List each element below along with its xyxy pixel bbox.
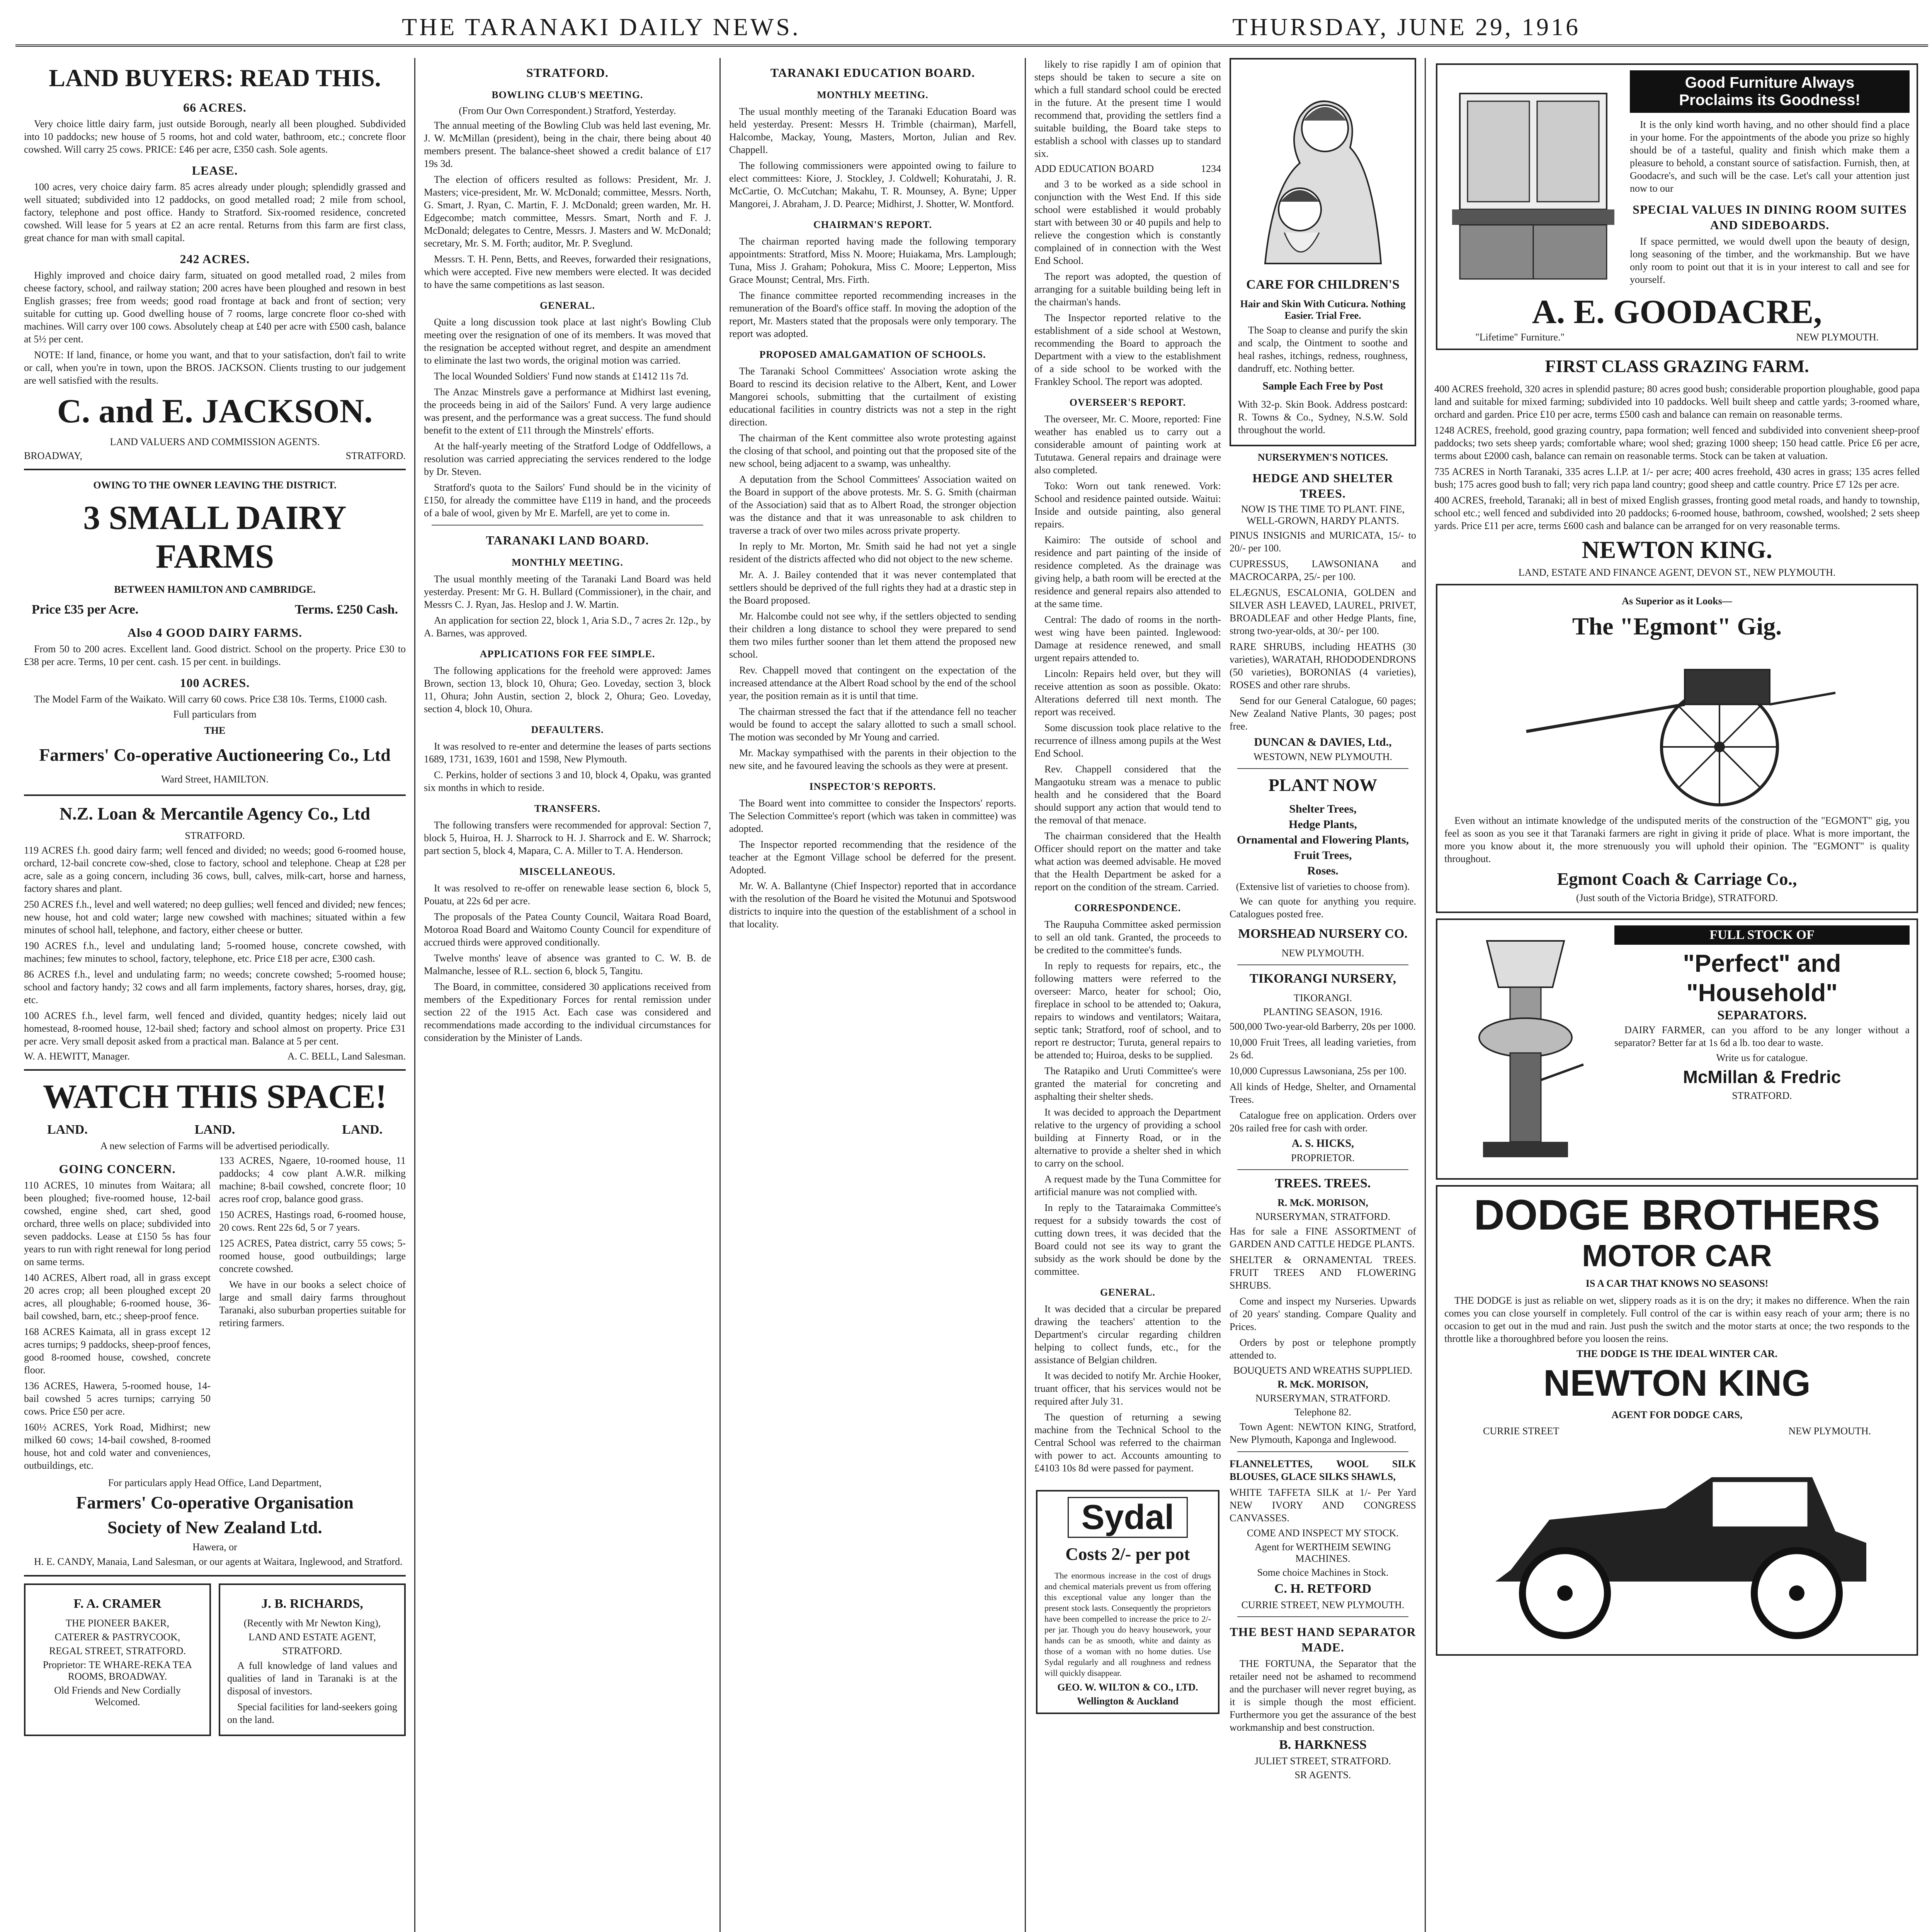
plant-item-5: Roses. xyxy=(1307,864,1338,877)
sydal-agents: GEO. W. WILTON & CO., LTD. xyxy=(1057,1682,1198,1693)
full-particulars: Full particulars from xyxy=(173,709,257,720)
ward-street: Ward Street, HAMILTON. xyxy=(161,774,269,785)
watch-160: 160½ ACRES, York Road, Midhirst; new milked 60 cows; 14-bail cowshed, 8-roomed house, hot and cold water and conveniences, outbuildings, etc. xyxy=(24,1422,211,1471)
goodacre-text: It is the only kind worth having, and no other should find a place in your home. For the appointments of the abode you prize so highly should be of a tasteful, quality and finish which make them a pleasure to behold, a constant source of satisfaction. Furnish, then, at Goodacre's, and such will be the case. Let's call your attention just now to our xyxy=(1630,119,1910,194)
lease-text: 100 acres, very choice dairy farm. 85 acres already under plough; splendidly grassed and well situated; subdivided into 12 paddocks, on good metalled road; 2 mile from school, factory, telephone and post office. Handy to Stratford. Six-roomed residence, concreted cowshed. Will lease for 5 years at £2 an acre rental. Returns from this farm are first class, great chance for man with small capital. xyxy=(24,181,406,243)
nz-loan-title: N.Z. Loan & Mercantile Agency Co., Ltd xyxy=(59,804,371,823)
goodacre-name: A. E. GOODACRE, xyxy=(1532,293,1822,331)
morison-name-2: R. McK. MORISON, xyxy=(1277,1379,1368,1390)
general-5: Stratford's quota to the Sailors' Fund should be in the vicinity of £150, for already the committee have £119 in hand, and the proceeds of a bale of wool, given by Mr E. Marfell, are yet to come in. xyxy=(424,482,711,519)
dodge-ideal: THE DODGE IS THE IDEAL WINTER CAR. xyxy=(1577,1348,1777,1359)
household-label: "Household" xyxy=(1686,979,1838,1007)
bowling-3: Messrs. T. H. Penn, Betts, and Reeves, forwarded their resignations, which were accepted. Five new members were elected. It was decided to have the same competitions as last season. xyxy=(424,253,711,290)
cuticura-sample: Sample Each Free by Post xyxy=(1262,380,1383,392)
edu-3: The chairman reported having made the following temporary appointments: Stratford, Miss N. Moore; Huiakama, Mrs. Lamplough; Tuna, Miss J. Graham; Pohokura, Miss C. Moore; Lepperton, Miss Grace Mounst; Central, Mrs. Firth. xyxy=(729,236,1016,285)
goodacre-special: SPECIAL VALUES IN DINING ROOM SUITES AND SIDEBOARDS. xyxy=(1633,202,1907,232)
morison-l9: Town Agent: NEWTON KING, Stratford, New Plymouth, Kaponga and Inglewood. xyxy=(1230,1421,1416,1445)
c4-16: It was decided to approach the Department relative to the urgency of providing a school building at Finnerty Road, or in the alternative to provide a shelter shed in which to carry on the school. xyxy=(1034,1107,1221,1169)
mcmillan-firm: McMillan & Fredric xyxy=(1683,1067,1841,1087)
jackson-loc-right: STRATFORD. xyxy=(345,450,406,461)
richards-l3: STRATFORD. xyxy=(282,1645,342,1656)
edu-13: Mr. Mackay sympathised with the parents in their objection to the new site, and he favoured leaving the schools as they were at present. xyxy=(729,747,1016,771)
cramer-l5: Old Friends and New Cordially Welcomed. xyxy=(54,1685,181,1708)
newton-king-1: NEWTON KING. xyxy=(1582,536,1772,563)
farmers-auctioneering: Farmers' Co-operative Auctioneering Co., Ltd xyxy=(39,745,391,765)
separators-write: Write us for catalogue. xyxy=(1716,1052,1808,1063)
hicks-sig: A. S. HICKS, xyxy=(1291,1138,1354,1150)
general-1: Quite a long discussion took place at last night's Bowling Club meeting over the resignation of one of its members. It was moved that the resignation be accepted without regret, and despite an amendment to eliminate the last two words, the original motion was carried. xyxy=(424,316,711,366)
bowling-1: The annual meeting of the Bowling Club was held last evening, Mr. J. W. McMillan (president), being in the chair, there being about 40 members present. The balance-sheet showed a credit balance of £17 19s 3d. xyxy=(424,120,711,169)
tikorangi-i1: 500,000 Two-year-old Barberry, 20s per 1000. xyxy=(1230,1021,1416,1032)
general-4: At the half-yearly meeting of the Stratford Lodge of Oddfellows, a resolution was carried appreciating the services rendered to the lodge by Dr. Steven. xyxy=(424,440,711,477)
nursery-send: Send for our General Catalogue, 60 pages; New Zealand Native Plants, 30 pages; post free. xyxy=(1230,695,1416,732)
loan-119: 119 ACRES f.h. good dairy farm; well fenced and divided; no weeds; good 6-roomed house, orchard, 12-bail concrete cow-shed, close to factory, school and telephone. Cheap at £28 per acre, sale as a going concern, including 36 cows, bull, calves, milk-cart, horse and harness, factory shares and plant. xyxy=(24,845,406,894)
watch-133: 133 ACRES, Ngaere, 10-roomed house, 11 paddocks; 4 cow plant A.W.R. milking machine; 8-bail cowshed, concrete floor; 10 acres roof crop, balance good grass. xyxy=(219,1155,406,1204)
c4-14: In reply to requests for repairs, etc., the following matters were referred to the overseer: Marco, heater for school; Oio, fireplace in school to be attended to; Oakura, repairs to windows and ventilators; Waitara, septic tank; Stratford, roof of school, and to report re destructor; Turuta, general repairs to be attended to; Huiroa, desks to be supplied. xyxy=(1034,960,1221,1061)
morison-l1: NURSERYMAN, STRATFORD. xyxy=(1255,1211,1390,1222)
retford-loc: CURRIE STREET, NEW PLYMOUTH. xyxy=(1241,1599,1405,1611)
lb-5: C. Perkins, holder of sections 3 and 10, block 4, Opaku, was granted six months in which to reside. xyxy=(424,769,711,793)
richards-l2: LAND AND ESTATE AGENT, xyxy=(248,1631,376,1643)
nursery-sub: NOW IS THE TIME TO PLANT. FINE, WELL-GROWN, HARDY PLANTS. xyxy=(1241,503,1405,526)
correspondence-heading: CORRESPONDENCE. xyxy=(1074,902,1181,913)
c4-3: The report was adopted, the question of arranging for a suitable building being left in the chairman's hands. xyxy=(1034,271,1221,308)
add-board-num: 1234 xyxy=(1201,163,1221,174)
nursery-list-3: ELÆGNUS, ESCALONIA, GOLDEN and SILVER ASH LEAVED, LAUREL, PRIVET, BROADLEAF and other Hedge Plants, fine, strong two-year-olds, at 30/- per 100. xyxy=(1230,587,1416,636)
morshead-firm: MORSHEAD NURSERY CO. xyxy=(1238,927,1408,941)
c4-15: The Ratapiko and Uruti Committee's were granted the material for concreting and asphalting their shelter sheds. xyxy=(1034,1065,1221,1102)
watch-125: 125 ACRES, Patea district, carry 55 cows; 5-roomed house, good outbuildings; large concrete cowshed. xyxy=(219,1238,406,1274)
jackson-loc-left: BROADWAY, xyxy=(24,450,82,461)
edu-6: The chairman of the Kent committee also wrote protesting against the closing of that school, and pointing out that the proposed site of the new school, being adjacent to a swamp, was unhealthy. xyxy=(729,432,1016,469)
bell-sig: A. C. BELL, Land Salesman. xyxy=(287,1051,406,1062)
loan-250: 250 ACRES f.h., level and well watered; no deep gullies; well fenced and divided; new fences; new house, hot and cold water; large new cowshed with machines; situated within a few minutes of school hall, telephone, and factory, either cheese or butter. xyxy=(24,899,406,935)
newton-king-2: NEWTON KING xyxy=(1543,1362,1811,1404)
jackson-sub: LAND VALUERS AND COMMISSION AGENTS. xyxy=(110,436,320,447)
watch-168: 168 ACRES Kaimata, all in grass except 12 acres turnips; 9 paddocks, sheep-proof fences, good 8-roomed house, cowshed, concrete floor. xyxy=(24,1326,211,1376)
lb-4: It was resolved to re-enter and determine the leases of parts sections 1689, 1731, 1639, 1601 and 1598, New Plymouth. xyxy=(424,741,711,765)
c4-2: and 3 to be worked as a side school in conjunction with the West End. If this side school were established it would probably start with between 30 or 40 pupils and help to relieve the congestion which is constantly complained of in connection with the West End School. xyxy=(1034,179,1221,266)
plant-ext: (Extensive list of varieties to choose from). xyxy=(1236,881,1410,892)
defaulters-heading: DEFAULTERS. xyxy=(531,724,604,735)
also-text: From 50 to 200 acres. Excellent land. Good district. School on the property. Price £30 to £38 per acre. Terms, 10 per cent. cash. 15 per cent. in buildings. xyxy=(24,643,406,667)
lb-1: The usual monthly meeting of the Taranaki Land Board was held yesterday. Present: Mr G. H. Bullard (Commissioner), in the chair, and Messrs C. J. Ryan, Jas. Heslop and J. W. Martin. xyxy=(424,573,711,610)
org-title-2: Society of New Zealand Ltd. xyxy=(107,1517,322,1537)
dodge-loc-row xyxy=(1483,1425,1871,1437)
edu-12: The chairman stressed the fact that if the attendance fell no teacher would be found to accept the salary allotted to such a small school. The motion was seconded by Mr Young and carried. xyxy=(729,706,1016,743)
duncan-davies: DUNCAN & DAVIES, Ltd., xyxy=(1254,736,1392,748)
dairy-title: 3 SMALL DAIRY FARMS xyxy=(83,499,347,575)
c4-11: Rev. Chappell considered that the Mangaotuku stream was a menace to public health and he considered that the Board should support any action that would tend to the removal of that menace. xyxy=(1034,764,1221,826)
edu-4: The finance committee reported recommending increases in the remuneration of the Board's office staff. In moving the adoption of the report, Mr. Masters stated that the proposals were only temporary. The report was adopted. xyxy=(729,290,1016,339)
goodacre-title-1: Good Furniture Always xyxy=(1685,74,1855,91)
plant-now-title: PLANT NOW xyxy=(1268,775,1378,795)
egmont-firm-sub: (Just south of the Victoria Bridge), STRATFORD. xyxy=(1576,892,1778,903)
we-have: We have in our books a select choice of large and small dairy farms throughout Taranaki, also suburban properties suitable for retiring farmers. xyxy=(219,1279,406,1328)
sydal-agents-loc: Wellington & Auckland xyxy=(1077,1696,1179,1707)
cramer-ad xyxy=(24,1583,211,1736)
dodge-title: DODGE BROTHERS xyxy=(1474,1191,1880,1239)
loan-190: 190 ACRES f.h., level and undulating land; 5-roomed house, concrete cowshed, with machines; few minutes to school, factory, telephone, etc. Price £18 per acre, £300 cash. xyxy=(24,940,406,964)
loan-86: 86 ACRES f.h., level and undulating farm; no weeds; concrete cowshed; 5-roomed house; school and factory handy; 32 cows and all farm implements, factory shares, horses, dray, gig, etc. xyxy=(24,969,406,1005)
also-heading: Also 4 GOOD DAIRY FARMS. xyxy=(127,626,303,639)
org-sig: H. E. CANDY, Manaia, Land Salesman, or our agents at Waitara, Inglewood, and Stratford. xyxy=(34,1556,403,1567)
note-text: NOTE: If land, finance, or home you want, and that to your satisfaction, don't fail to write or call, when you're in town, upon the BROS. JACKSON. Clients trusting to our judgement are well satisfied with the results. xyxy=(24,349,406,386)
retford-l5: Some choice Machines in Stock. xyxy=(1257,1567,1389,1578)
general-heading: GENERAL. xyxy=(539,300,595,311)
egmont-ad xyxy=(1436,584,1918,913)
nz-loan-loc: STRATFORD. xyxy=(185,830,245,841)
acres-66-text: Very choice little dairy farm, just outside Borough, nearly all been ploughed. Subdivided into 10 paddocks; new house of 5 rooms, hot and cold water, bathroom, etc.; concrete floor cowshed. Will carry 25 cows. PRICE: £46 per acre, £350 cash. Sole agents. xyxy=(24,118,406,155)
morison-l4: Come and inspect my Nurseries. Upwards of 20 years' standing. Compare Quality and Prices. xyxy=(1230,1296,1416,1332)
cuticura-text: The Soap to cleanse and purify the skin and scalp, the Ointment to soothe and heal rashes, itchings, redness, roughness, dandruff, etc. Nothing better. xyxy=(1238,325,1408,374)
c4-7: Kaimiro: The outside of school and residence and part painting of the inside of residence completed. As the drainage was giving help, a bath room will be erected at the residence and general repairs also attended to at the same time. xyxy=(1034,534,1221,609)
grazing-400: 400 ACRES freehold, 320 acres in splendid pasture; 80 acres good bush; considerable proportion ploughable, good papa land and suitable for mixed farming; subdivided into 10 paddocks. Well built sheep and cattle yards; 3-roomed whare, orchard and garden. Price £10 per acre, terms £500 cash and balance can remain on reasonable terms. xyxy=(1434,383,1920,420)
land-3: LAND. xyxy=(342,1122,383,1137)
lb-8: The proposals of the Patea County Council, Waitara Road Board, Motoroa Road Board and Waitomo County Council for expenditure of accrued thirds were approved conditionally. xyxy=(424,911,711,948)
harkness-loc: JULIET STREET, STRATFORD. xyxy=(1255,1755,1391,1767)
fortuna-text: THE FORTUNA, the Separator that the retailer need not be ashamed to recommend and the purchaser will never regret buying, as it is simple though the most efficient. Furthermore you get the assurance of the best workmanship and best construction. xyxy=(1230,1658,1416,1733)
harkness-agents: SR AGENTS. xyxy=(1294,1769,1351,1781)
separators-ad xyxy=(1436,918,1918,1180)
watch-sub: A new selection of Farms will be advertised periodically. xyxy=(100,1140,330,1151)
richards-l1: (Recently with Mr Newton King), xyxy=(243,1617,381,1629)
morison-l8: Telephone 82. xyxy=(1294,1406,1351,1418)
edu-15: The Inspector reported recommending that the residence of the teacher at the Egmont Village school be deferred for the present. Adopted. xyxy=(729,839,1016,876)
dairy-between: BETWEEN HAMILTON AND CAMBRIDGE. xyxy=(114,584,316,595)
fee-simple-heading: APPLICATIONS FOR FEE SIMPLE. xyxy=(480,648,655,660)
dodge-ad xyxy=(1436,1185,1918,1656)
goodacre-title-2: Proclaims its Goodness! xyxy=(1679,92,1861,109)
c4-4: The Inspector reported relative to the establishment of a side school at Westown, recommending the Board to approach the Department with a view to the establishment of a side school to be worked with the Frankley School. The report was adopted. xyxy=(1034,312,1221,387)
dairy-terms: Terms. £250 Cash. xyxy=(295,602,398,617)
c4-17: A request made by the Tuna Committee for artificial manure was not complied with. xyxy=(1034,1173,1221,1197)
bowling-2: The election of officers resulted as follows: President, Mr. J. Masters; vice-president, Mr. W. McDonald; committee, Messrs. North, G. Smart, J. Ryan, C. Martin, F. J. McDonald; green warden, Mr. H. Edgecombe; match committee, Messrs. Smart, North and F. J. McDonald; delegates to Centre, Messrs. J. Masters and W. McDonald; secretary, Mr. S. M. Forth; auditor, Mr. P. Sveglund. xyxy=(424,174,711,249)
cramer-name: F. A. CRAMER xyxy=(73,1597,162,1611)
morison-l3: SHELTER & ORNAMENTAL TREES. FRUIT TREES AND FLOWERING SHRUBS. xyxy=(1230,1254,1416,1291)
c4-1: likely to rise rapidly I am of opinion that steps should be taken to secure a site on which a full standard school could be erected in the future. At the present time I would recommend that, providing the settlers find a suitable building, the Board take steps to establish a school with classes up to standard six. xyxy=(1034,59,1221,159)
hewitt-sig: W. A. HEWITT, Manager. xyxy=(24,1051,130,1062)
retford-l2: WHITE TAFFETA SILK at 1/- Per Yard NEW IVORY AND CONGRESS CANVASSES. xyxy=(1230,1487,1416,1524)
general-2: The local Wounded Soldiers' Fund now stands at £1412 11s 7d. xyxy=(434,371,689,382)
c4-18: In reply to the Tataraimaka Committee's request for a subsidy towards the cost of cutting down trees, it was decided that the Board could not see its way to grant the subsidy as the work should be done by the committee. xyxy=(1034,1202,1221,1277)
masthead-date: THURSDAY, JUNE 29, 1916 xyxy=(1232,13,1580,41)
nursery-list-1: PINUS INSIGNIS and MURICATA, 15/- to 20/- per 100. xyxy=(1230,530,1416,554)
transfers-heading: TRANSFERS. xyxy=(534,803,601,814)
car-illustration xyxy=(1464,1442,1889,1643)
separators-label: SEPARATORS. xyxy=(1717,1008,1807,1022)
c4-19: It was decided that a circular be prepared drawing the teachers' attention to the Department's circular regarding children helping to collect funds, etc., for the assistance of Belgian children. xyxy=(1034,1303,1221,1366)
jackson-location xyxy=(24,450,406,462)
column-1 xyxy=(15,58,415,1932)
retford-l4: Agent for WERTHEIM SEWING MACHINES. xyxy=(1255,1541,1391,1564)
nursery-list-4: RARE SHRUBS, including HEATHS (30 varieties), WARATAH, RHODODENDRONS (50 varieties), BORONIAS (4 varieties), ROSES and other rare shrubs. xyxy=(1230,641,1416,690)
nursery-head: NURSERYMEN'S NOTICES. xyxy=(1257,452,1388,463)
monthly-heading: MONTHLY MEETING. xyxy=(512,557,623,568)
edu-9: Mr. A. J. Bailey contended that it was never contemplated that settlers should be deprived of the full rights they had at a drastic step in the Board proposed. xyxy=(729,569,1016,606)
cramer-l3: REGAL STREET, STRATFORD. xyxy=(49,1645,186,1656)
dodge-loc-left: CURRIE STREET xyxy=(1483,1425,1560,1437)
egmont-pre: As Superior as it Looks— xyxy=(1622,595,1732,607)
cramer-l1: THE PIONEER BAKER, xyxy=(66,1617,169,1629)
mcmillan-loc: STRATFORD. xyxy=(1732,1090,1792,1101)
richards-l5: Special facilities for land-seekers going on the land. xyxy=(227,1701,397,1725)
hundred-heading: 100 ACRES. xyxy=(180,676,250,690)
apply-text: For particulars apply Head Office, Land Department, xyxy=(108,1477,322,1488)
cuticura-title: CARE FOR CHILDREN'S xyxy=(1246,277,1400,292)
bowling-heading: BOWLING CLUB'S MEETING. xyxy=(492,89,643,100)
add-board: ADD EDUCATION BOARD xyxy=(1034,163,1154,174)
edu-16: Mr. W. A. Ballantyne (Chief Inspector) reported that in accordance with the resolution of the Board he visited the Motunui and Spotswood districts to inquire into the question of the establishment of a school in that locality. xyxy=(729,880,1016,930)
dairy-price: Price £35 per Acre. xyxy=(32,602,139,617)
column-4 xyxy=(1026,58,1426,1932)
richards-ad xyxy=(219,1583,406,1736)
nursery-list-2: CUPRESSUS, LAWSONIANA and MACROCARPA, 25/- per 100. xyxy=(1230,558,1416,582)
tikorangi-title: TIKORANGI NURSERY, xyxy=(1249,971,1396,986)
amalgamation-heading: PROPOSED AMALGAMATION OF SCHOOLS. xyxy=(759,349,986,360)
goodacre-loc: NEW PLYMOUTH. xyxy=(1796,332,1879,343)
woman-child-illustration xyxy=(1242,70,1404,271)
edu-2: The following commissioners were appointed owing to failure to elect committees: Kiore, J. Stockley, J. Coldwell; Kohuratahi, J. R. McCartie, O. McCutchan; Makahu, T. R. Mounsey, A. Byne; Upper Mangorei, J. Abraham, J. D. Pearce; Midhirst, J. Shotter, W. Montford. xyxy=(729,160,1016,209)
tikorangi-i3: 10,000 Cupressus Lawsoniana, 25s per 100. xyxy=(1230,1065,1406,1077)
cuticura-ad xyxy=(1230,58,1416,446)
egmont-text: Even without an intimate knowledge of the undisputed merits of the construction of the "EGMONT" gig, you feel as soon as you see it that Taranaki farmers are right in giving it pride of place. What is more important, the more you know about it, the more strenuously you will uphold their opinion. The "EGMONT" is quality throughout. xyxy=(1444,815,1910,864)
watch-150: 150 ACRES, Hastings road, 6-roomed house, 20 cows. Rent 22s 6d, 5 or 7 years. xyxy=(219,1209,406,1233)
stratford-heading: STRATFORD. xyxy=(526,66,609,80)
sydal-name: Sydal xyxy=(1068,1497,1188,1538)
gig-illustration xyxy=(1503,646,1851,809)
education-board-heading: TARANAKI EDUCATION BOARD. xyxy=(770,66,975,80)
overseer-heading: OVERSEER'S REPORT. xyxy=(1069,397,1186,408)
lease-heading: LEASE. xyxy=(192,163,238,177)
trees-title: TREES. TREES. xyxy=(1275,1176,1371,1190)
lb-7: It was resolved to re-offer on renewable lease section 6, block 5, Pouatu, at 22s 6d per acre. xyxy=(424,883,711,906)
lb-10: The Board, in committee, considered 30 applications received from members of the Expeditionary Forces for rental remission under section 22 of the 1915 Act. Each case was considered and recommendations made according to the individual circumstances for consideration by the Minister of Lands. xyxy=(424,981,711,1043)
morison-l7: NURSERYMAN, STRATFORD. xyxy=(1255,1393,1390,1404)
org-loc: Hawera, or xyxy=(192,1541,237,1553)
edu-11: Rev. Chappell moved that contingent on the expectation of the increased attendance at the Albert Road school by the end of the school year, the position remain as it is until that time. xyxy=(729,665,1016,701)
grazing-1248: 1248 ACRES, freehold, good grazing country, papa formation; well fenced and subdivided into convenient sheep-proof paddocks; two sets sheep yards; comfortable whare; wool shed; grazing 1000 sheep; 150 head cattle. Price £6 per acre, terms about £2000 cash, balance can remain on reasonable terms. Stock can be taken at valuation. xyxy=(1434,425,1920,461)
sydal-ad xyxy=(1036,1490,1219,1714)
plant-item-2: Hedge Plants, xyxy=(1289,818,1357,831)
inspector-heading: INSPECTOR'S REPORTS. xyxy=(809,781,936,792)
separators-head: FULL STOCK OF xyxy=(1614,925,1910,945)
morshead-loc: NEW PLYMOUTH. xyxy=(1281,947,1364,959)
lb-9: Twelve months' leave of absence was granted to C. W. B. de Malmanche, lessee of R.L. section 6, block 5, Tangitu. xyxy=(424,952,711,976)
jackson-firm: C. and E. JACKSON. xyxy=(57,393,373,430)
dodge-sub: MOTOR CAR xyxy=(1582,1238,1772,1273)
sydal-text: The enormous increase in the cost of drugs and chemical materials prevent us from offering this exceptional value any longer than the present stock lasts. Consequently the proprietors have been compelled to increase the price to 2/- per jar. Though you do heavy housework, your hands can be as smooth, white and dainty as those of a woman with no home duties. Use Sydal regularly and all roughness and redness will quickly disappear. xyxy=(1044,1571,1211,1678)
watch-140: 140 ACRES, Albert road, all in grass except 20 acres crop; all been ploughed except 20 acres, all ploughable; 6-roomed house, 36-bail cowshed, barn, etc.; sheep-proof fence. xyxy=(24,1272,211,1321)
plant-quote: We can quote for anything you require. Catalogues posted free. xyxy=(1230,896,1416,920)
watch-136: 136 ACRES, Hawera, 5-roomed house, 14-bail cowshed 5 acres turnips; carrying 50 cows. Price £50 per acre. xyxy=(24,1380,211,1417)
richards-name: J. B. RICHARDS, xyxy=(261,1597,363,1611)
duncan-loc: WESTOWN, NEW PLYMOUTH. xyxy=(1253,751,1392,762)
c4-10: Some discussion took place relative to the recurrence of illness among pupils at the West End School. xyxy=(1034,722,1221,759)
plant-item-3: Ornamental and Flowering Plants, xyxy=(1236,833,1409,846)
goodacre-text-2: If space permitted, we would dwell upon the beauty of design, long seasoning of the timber, and the workmanship. But we have only room to point out that it is in your interest to call and see for yourself. xyxy=(1630,236,1910,285)
cuticura-addr: With 32-p. Skin Book. Address postcard: R. Towns & Co., Sydney, N.S.W. Sold throughout the world. xyxy=(1238,399,1408,435)
edu-5: The Taranaki School Committees' Association wrote asking the Board to rescind its decision relative to the Albert, Kent, and Lower Mangorei schools, submitting that the curtailment of existing educational facilities in country districts was not a step in the right direction. xyxy=(729,366,1016,428)
retford-l3: COME AND INSPECT MY STOCK. xyxy=(1247,1527,1399,1539)
lb-3: The following applications for the freehold were approved: James Brown, section 13, block 10, Ohura; Geo. Loveday, section 3, block 11, Ohura; John Austin, section 2, block 2, Ohura; Geo. Loveday, section 4, block 10, Ohura. xyxy=(424,665,711,714)
retford-l1: FLANNELETTES, WOOL SILK BLOUSES, GLACE SILKS SHAWLS, xyxy=(1230,1458,1416,1482)
grazing-400b: 400 ACRES, freehold, Taranaki; all in best of mixed English grasses, fronting good metal roads, and handy to township, school etc.; well fenced and subdivided into 20 paddocks; 6-roomed house, bathroom, cowshed, woolshed; 2 sets sheep yards. Price £11 per acre, terms £600 cash and balance can be arranged for on very reasonable terms. xyxy=(1434,495,1920,531)
separators-text: DAIRY FARMER, can you afford to be any longer without a separator? Better far at 1s 6d a lb. too dear to waste. xyxy=(1614,1024,1910,1048)
morison-l2: Has for sale a FINE ASSORTMENT of GARDEN AND CATTLE HEDGE PLANTS. xyxy=(1230,1226,1416,1250)
harkness-name: B. HARKNESS xyxy=(1279,1738,1367,1752)
the-label: THE xyxy=(204,725,226,736)
goodacre-lifetime: "Lifetime" Furniture." xyxy=(1475,332,1565,343)
going-concern: GOING CONCERN. xyxy=(59,1162,176,1176)
edu-monthly: MONTHLY MEETING. xyxy=(817,89,929,100)
richards-l4: A full knowledge of land values and qualities of land in Taranaki is at the disposal of investors. xyxy=(227,1660,397,1697)
edu-14: The Board went into committee to consider the Inspectors' reports. The Selection Committee's report (which was taken in committee) was adopted. xyxy=(729,798,1016,834)
dodge-loc-right: NEW PLYMOUTH. xyxy=(1788,1425,1871,1437)
dodge-text: THE DODGE is just as reliable on wet, slippery roads as it is on the dry; it makes no difference. When the rain comes you can close yourself in completely. Full control of the car is within easy reach of your arm; there is no occasion to get out in the mud and rain. Just push the switch and the motor starts at once; the two responds to the throttle like a thoroughbred before you loosen the reins. xyxy=(1444,1295,1910,1344)
tikorangi-loc: TIKORANGI. xyxy=(1294,992,1352,1003)
owing-text: OWING TO THE OWNER LEAVING THE DISTRICT. xyxy=(93,480,337,491)
loan-signatures xyxy=(24,1051,406,1062)
add-board-row xyxy=(1034,163,1221,175)
goodacre-sub-row xyxy=(1475,332,1879,343)
grazing-title: FIRST CLASS GRAZING FARM. xyxy=(1545,356,1809,376)
retford-name: C. H. RETFORD xyxy=(1274,1582,1372,1596)
c4-8: Central: The dado of rooms in the north-west wing have been painted. Inglewood: Damage at residence renewed, and small urgent repairs attended to. xyxy=(1034,614,1221,663)
plant-item-4: Fruit Trees, xyxy=(1294,849,1352,862)
dodge-agent: AGENT FOR DODGE CARS, xyxy=(1611,1409,1743,1420)
land-1: LAND. xyxy=(47,1122,88,1137)
edu-1: The usual monthly meeting of the Taranaki Education Board was held yesterday. Present: Messrs H. Trimble (chairman), Marfell, Halcombe, Mackay, Young, Masters, Morton, Julian and Rev. Chappell. xyxy=(729,106,1016,155)
tikorangi-cat: Catalogue free on application. Orders over 20s railed free for cash with order. xyxy=(1230,1110,1416,1134)
c4-12: The chairman considered that the Health Officer should report on the matter and take what action was deemed advisable. He moved that the Health Department be asked for a report on the condition of the stream. Carried. xyxy=(1034,830,1221,893)
org-title-1: Farmers' Co-operative Organisation xyxy=(76,1493,354,1512)
cramer-l2: CATERER & PASTRYCOOK, xyxy=(54,1631,180,1643)
acres-242-heading: 242 ACRES. xyxy=(180,252,250,266)
goodacre-ad xyxy=(1436,63,1918,350)
hicks-prop: PROPRIETOR. xyxy=(1291,1152,1355,1163)
grazing-735: 735 ACRES in North Taranaki, 335 acres L.I.P. at 1/- per acre; 400 acres freehold, 430 acres in grass; 135 acres felled bush; 175 acres good bush to fall; very rich papa land country; good sheep and cattle country. Price £7 12s per acre. xyxy=(1434,466,1920,490)
fortuna-head: THE BEST HAND SEPARATOR MADE. xyxy=(1230,1625,1416,1654)
land-board-heading: TARANAKI LAND BOARD. xyxy=(486,533,649,547)
masthead xyxy=(15,10,1928,47)
c4-21: The question of returning a sewing machine from the Technical School to the Central School was referred to the chairman with power to act. Accounts amounting to £4103 10s 8d were passed for payment. xyxy=(1034,1412,1221,1474)
perfect-label: "Perfect" and xyxy=(1683,949,1841,977)
c4-20: It was decided to notify Mr. Archie Hooker, truant officer, that his services would not be required after July 31. xyxy=(1034,1370,1221,1407)
misc-heading: MISCELLANEOUS. xyxy=(519,866,616,877)
acres-242-text: Highly improved and choice dairy farm, situated on good metalled road, 2 miles from cheese factory, school, and railway station; 200 acres have been ploughed and resown in best English grasses; free from weeds; good road frontage at back and front of section; very suitable for cutting up. Good dwelling house of 7 rooms, large concrete floor co-shed with machines. Will carry over 100 cows. Absolutely cheap at £40 per acre with £500 cash, balance at 5½ per cent. xyxy=(24,270,406,345)
c4-general-heading: GENERAL. xyxy=(1100,1287,1156,1298)
c4-9: Lincoln: Repairs held over, but they will receive attention as soon as possible. Okato: Alterations deferred till next month. The report was received. xyxy=(1034,668,1221,718)
edu-7: A deputation from the School Committees' Association waited on the Board in support of the above protests. Mr. S. G. Smith (chairman of the Association) said that as to Albert Road, the stronger objection was the distance and that it was unreasonable to ask children to traverse a track of over two miles across private property. xyxy=(729,474,1016,536)
land-2: LAND. xyxy=(194,1122,235,1137)
column-5 xyxy=(1426,58,1928,1932)
acres-66-heading: 66 ACRES. xyxy=(183,100,247,114)
dodge-tag: IS A CAR THAT KNOWS NO SEASONS! xyxy=(1585,1278,1769,1289)
c4-6: Toko: Worn out tank renewed. Vork: School and residence painted outside. Waitui: Inside and outside painting, also general repairs. xyxy=(1034,480,1221,530)
column-3 xyxy=(721,58,1026,1932)
c4-5: The overseer, Mr. C. Moore, reported: Fine weather has enabled us to carry out a considerable amount of painting work at Tututawa. General repairs and drainage were also completed. xyxy=(1034,413,1221,476)
dairy-price-row xyxy=(32,602,398,618)
furniture-illustration xyxy=(1444,70,1622,287)
correspondent: (From Our Own Correspondent.) Stratford, Yesterday. xyxy=(459,105,676,116)
tikorangi-season: PLANTING SEASON, 1916. xyxy=(1263,1006,1383,1017)
loan-100: 100 ACRES f.h., level farm, well fenced and divided, quantity hedges; nicely laid out homestead, 8-roomed house, 12-bail shed; factory and school almost on property. Price £31 per acre. Very small deposit asked from a practical man. Balance at 5 per cent. xyxy=(24,1010,406,1047)
hundred-text: The Model Farm of the Waikato. Will carry 60 cows. Price £38 10s. Terms, £1000 cash. xyxy=(34,694,387,705)
morison-name: R. McK. MORISON, xyxy=(1277,1197,1368,1208)
watch-110: 110 ACRES, 10 minutes from Waitara; all been ploughed; five-roomed house, 12-bail cowshed, engine shed, cart shed, good orchard, three wells on place; subdivided into seven paddocks. Lease at £150 5s has four years to run with right renewal for long period on same terms. xyxy=(24,1180,211,1267)
c4-13: The Raupuha Committee asked permission to sell an old tank. Granted, the proceeds to be credited to the committee's funds. xyxy=(1034,919,1221,956)
morison-l6: BOUQUETS AND WREATHS SUPPLIED. xyxy=(1233,1365,1413,1376)
lb-6: The following transfers were recommended for approval: Section 7, block 5, Huiroa, H. J. Sharrock to H. J. Sharrock and E. W. Sharrock; part section 5, block 4, Mapara, C. A. Miller to T. A. Henderson. xyxy=(424,820,711,856)
general-3: The Anzac Minstrels gave a performance at Midhirst last evening, the proceeds being in aid of the Sailors' Fund. A very large audience was present, and the performance was a great success. The fund should benefit to the extent of £11 through the Minstrels' efforts. xyxy=(424,386,711,436)
newton-king-sub: LAND, ESTATE AND FINANCE AGENT, DEVON ST., NEW PLYMOUTH. xyxy=(1518,567,1836,578)
egmont-firm: Egmont Coach & Carriage Co., xyxy=(1557,869,1797,889)
chair-report-heading: CHAIRMAN'S REPORT. xyxy=(813,219,932,230)
cuticura-sub: Hair and Skin With Cuticura. Nothing Easier. Trial Free. xyxy=(1240,298,1406,321)
land-buyers-title: LAND BUYERS: READ THIS. xyxy=(49,64,381,92)
sydal-price: Costs 2/- per pot xyxy=(1065,1544,1190,1564)
masthead-title: THE TARANAKI DAILY NEWS. xyxy=(402,13,801,41)
separator-illustration xyxy=(1444,925,1607,1173)
egmont-title: The "Egmont" Gig. xyxy=(1572,612,1782,640)
tikorangi-i4: All kinds of Hedge, Shelter, and Ornamental Trees. xyxy=(1230,1081,1416,1105)
nursery-title: HEDGE AND SHELTER TREES. xyxy=(1252,471,1393,500)
edu-10: Mr. Halcombe could not see why, if the settlers objected to sending their children a long distance to school they were prepared to send them two miles further sooner than let them attend the proposed new school. xyxy=(729,611,1016,660)
lb-2: An application for section 22, block 1, Aria S.D., 7 acres 2r. 12p., by A. Barnes, was approved. xyxy=(424,615,711,639)
plant-item-1: Shelter Trees, xyxy=(1289,803,1357,815)
morison-l5: Orders by post or telephone promptly attended to. xyxy=(1230,1337,1416,1361)
tikorangi-i2: 10,000 Fruit Trees, all leading varieties, from 2s 6d. xyxy=(1230,1037,1416,1061)
land-row xyxy=(47,1122,383,1138)
cramer-l4: Proprietor: TE WHARE-REKA TEA ROOMS, BROADWAY. xyxy=(43,1659,192,1682)
column-2 xyxy=(415,58,721,1932)
edu-8: In reply to Mr. Morton, Mr. Smith said he had not yet a single resident of the districts affected who did not object to the new scheme. xyxy=(729,541,1016,565)
watch-title: WATCH THIS SPACE! xyxy=(43,1078,387,1116)
